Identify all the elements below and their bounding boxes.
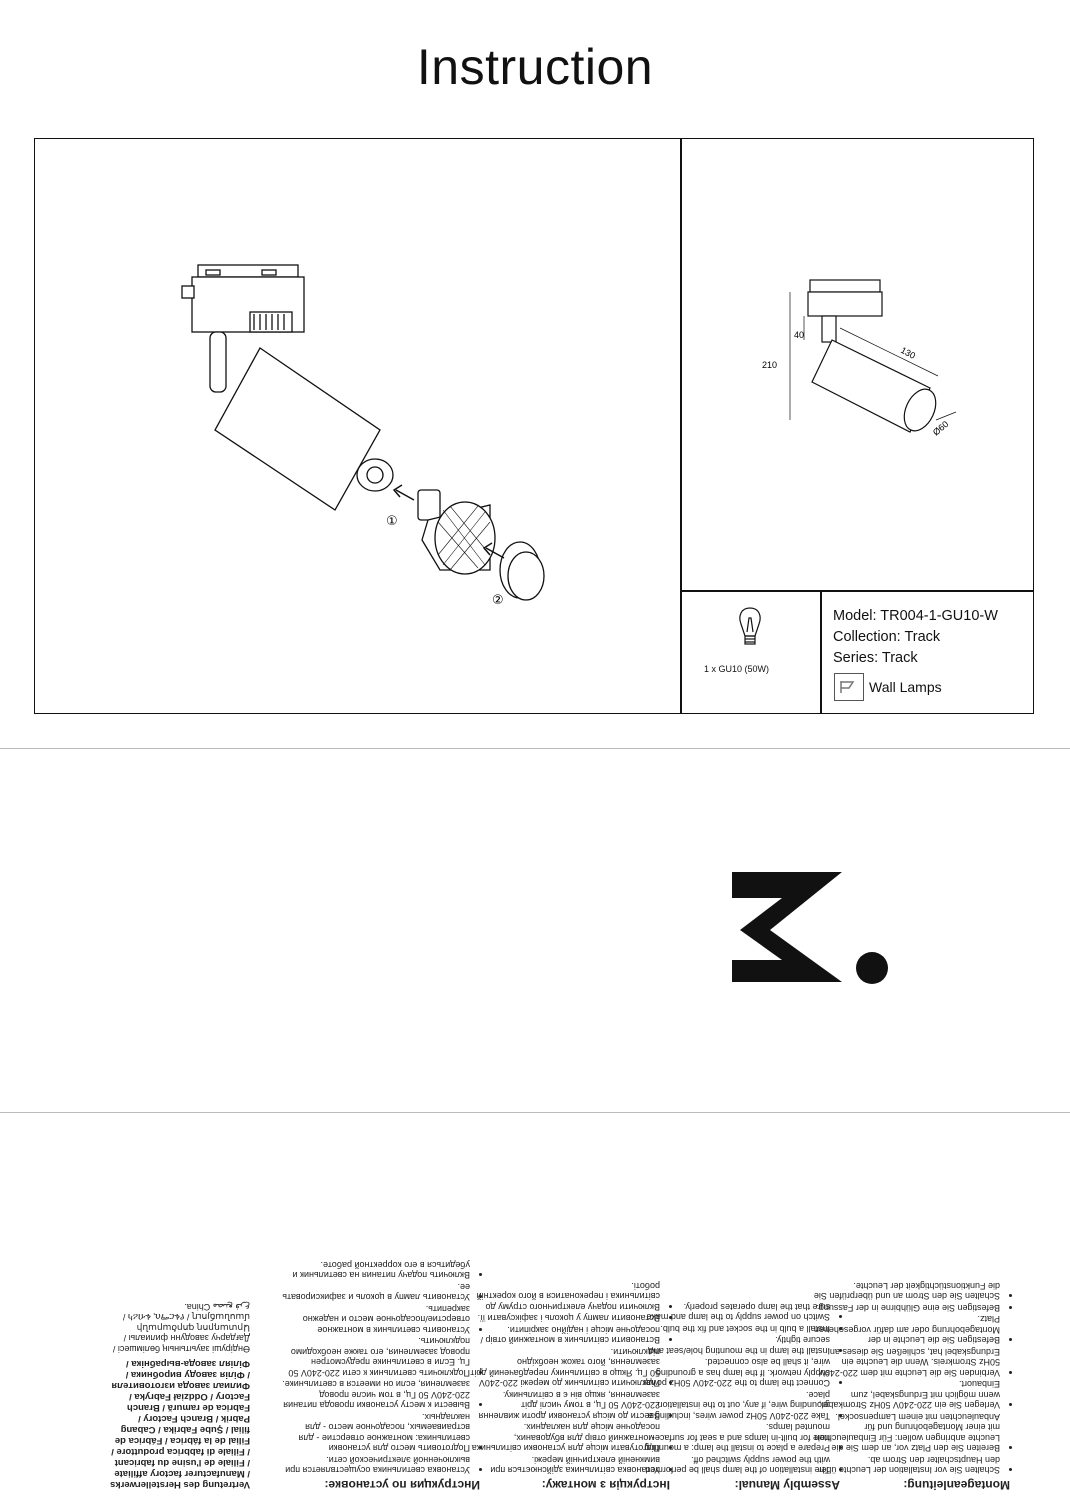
assembly-drawing — [160, 250, 560, 620]
cylinder-body — [215, 348, 380, 510]
section-en — [640, 1301, 840, 1491]
series-text: Series: Track — [833, 650, 918, 666]
section-factory-text: Өндіруші зауытының бөлімшесі / Дағдарчу заводунн филиалы / Արտադրող գործարանի մասնաճյուղ / የፋርማሲ ፋብሪካ / مصنع فرع China. — [112, 1302, 250, 1354]
list-item: • Установить светильник в монтажное отверстие/посадочное место и надежно закрепить. — [280, 1304, 470, 1336]
list-item: • Schalten Sie den Strom an und überprüfen Sie die Funktionstüchtigkeit der Leuchte. — [810, 1281, 1000, 1302]
list-item: • Switch on power supply to the lamp and make sure that the lamp operates properly. — [640, 1302, 830, 1323]
list-item: • Включить подачу питания на светильник и убедиться в его корректной работе. — [280, 1260, 470, 1281]
frame-divider-vertical — [680, 138, 682, 714]
list-item: • Подготовить место для установки светильника: монтажное отверстие - для встраиваемых, посадочное место - для накладных. — [280, 1412, 470, 1454]
list-item: • Встановити світильник в монтажний отвір / посадочне місце і надійно закріпити. — [470, 1325, 660, 1346]
page-title: Instruction — [416, 39, 654, 95]
list-item: • Connect the lamp to the 220-240V 50Hz power supply network. If the lamp has a grounding wire, it shall be also connected. — [640, 1357, 830, 1389]
list-item: • Verbinden Sie die Leuchte mit dem 220-240V 50Hz Stromkreis. Wenn die Leuchte ein Erdungskabel hat, schließen Sie dieses an. — [810, 1347, 1000, 1379]
list-item: • Take 220-240V 50Hz power wires, including a grounding wire, if any, out to the installation place. — [640, 1390, 830, 1422]
bulb-spec: 1 x GU10 (50W) — [704, 664, 770, 674]
list-item: • Установка світильника здійснюється при вимкненій електричній мережі. — [470, 1455, 660, 1476]
list-item: • Установить лампу в цоколь и зафиксировать ее. — [280, 1282, 470, 1303]
list-item: • Підключити світильник до мережі 220-240V 50 Гц. Якщо в світильнику передбачений дріт заземлення, його також необхідно підключити. — [470, 1347, 660, 1389]
list-item: • Install the lamp in the mounting hole/seat and secure tightly. — [640, 1335, 830, 1356]
dim-130: 130 — [899, 344, 918, 361]
list-item: • Вывести к месту установки провода питания 220-240V 50 Гц, в том числе провод заземления, если он имеется в светильнике. — [280, 1379, 470, 1411]
separator-bottom — [0, 1112, 1070, 1113]
list-item: • Schalten Sie vor Installation der Leuchte über den Hauptschalter den Strom ab. — [810, 1455, 1000, 1476]
list-item: • Ввести до місця установки дроти живлення 220-240V 50 Гц, в тому числі дріт заземлення, якщо він є в світильнику. — [470, 1390, 660, 1422]
frame-divider-horizontal — [680, 590, 1034, 592]
category-label: Wall Lamps — [869, 679, 942, 695]
info-divider — [820, 590, 822, 714]
list-item: • Встановити лампу у цоколь і зафіксувати її. — [470, 1313, 660, 1324]
dim-diameter: Ø60 — [930, 418, 951, 438]
list-item: • Befestigen Sie eine Glühbirne in der Fassung. — [810, 1303, 1000, 1314]
section-factory — [110, 1302, 250, 1491]
list-item: • Install a bulb in the socket and fix the bulb. — [640, 1324, 830, 1335]
multilingual-instructions — [110, 1128, 1010, 1490]
list-item: • Prepare a place to install the lamp: a mounting hole for built-in lamps and a seat for surface-mounted lamps. — [640, 1422, 830, 1454]
section-de-heading: Montageanleitung: — [903, 1478, 1010, 1492]
collection-text: Collection: Track — [833, 629, 941, 645]
section-en-heading: Assembly Manual: — [734, 1478, 840, 1492]
list-item: • Befestigen Sie die Leuchte in der Montagebohrung oder am dafür vorgesehenen Platz. — [810, 1314, 1000, 1346]
wall-lamp-icon — [834, 673, 864, 701]
list-item: • Установка светильника осуществляется при выключенной электрической сети. — [280, 1455, 470, 1476]
list-item: • The installation of the lamp shall be performed with the power supply switched off. — [640, 1455, 830, 1476]
list-item: • Включити подачу електричного струму до світильника і переконатися в його коректній роботі. — [470, 1281, 660, 1313]
model-text: Model: TR004-1-GU10-W — [833, 608, 998, 624]
bulb-icon — [736, 604, 764, 654]
product-info — [833, 606, 998, 669]
step-2-label: ② — [492, 593, 504, 608]
list-item: • Bereiten Sie den Platz vor, an dem Sie die Leuchte anbringen wollen: Für Einbauleuchten mit einer Montagebohrung und für Anbauleuchten mit einem Lampensockel. — [810, 1412, 1000, 1454]
step-1-label: ① — [386, 514, 398, 529]
section-factory-heading: Vertretung des Herstellerwerks / Manufacturer factory affiliate / Filiale de l'usine du fabricant / Filiale di fabbrica produttore / Filial de la fábrica / Fábrica de filial / Şube Fabrika / Cabang Pabrik / Branch Factory / Fabrica de ramură / Branch Factory / Oddział Fabryka / Филиал завода изготовителя / Філія заводу виробника / Філіял завода-вырабніка / — [110, 1358, 250, 1490]
section-ru-heading: Инструкция по установке: — [324, 1478, 480, 1492]
brand-logo — [730, 870, 890, 990]
dim-40: 40 — [794, 330, 805, 340]
separator-top — [0, 748, 1070, 749]
section-uk — [470, 1280, 670, 1491]
section-uk-heading: Інструкція з монтажу: — [541, 1478, 670, 1492]
stem — [210, 332, 226, 392]
dim-210: 210 — [762, 360, 778, 370]
list-item: • Подключить светильник к сети 220-240V 50 Гц. Если в светильнике предусмотрен провод заземления, его также необходимо подключить. — [280, 1336, 470, 1378]
section-ru — [280, 1259, 480, 1491]
list-item: • Verlegen Sie ein 220-240V 50Hz Stromkabel, wenn möglich mit Erdungskabel, zum Einbauort. — [810, 1379, 1000, 1411]
dimension-drawing — [760, 270, 980, 470]
list-item: • Підготувати місце для установки світильника - монтажний отвір для вбудованих, посадочне місце для накладних. — [470, 1422, 660, 1454]
